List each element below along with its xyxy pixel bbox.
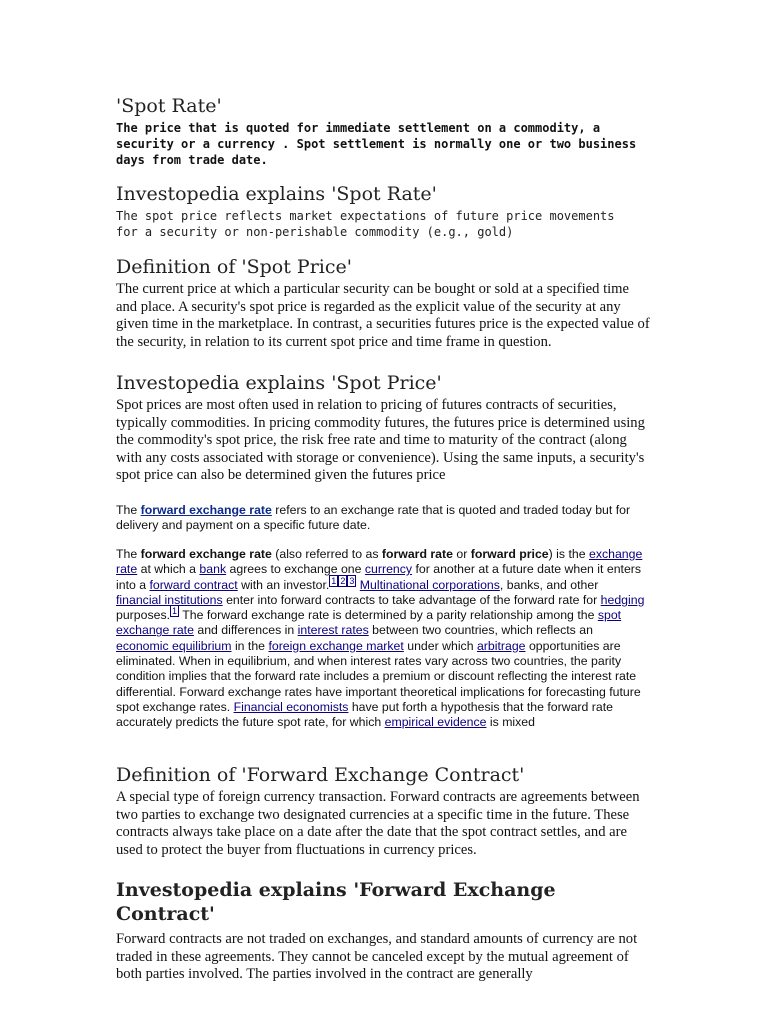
forward-rate-intro [116, 503, 646, 534]
link-financial-institutions[interactable]: financial institutions [116, 592, 223, 607]
text-run: have put forth a hypothesis that the forward rate accurately predicts the future spot rate, for which [116, 699, 613, 730]
citation-1b[interactable]: 1 [172, 606, 178, 617]
link-empirical-evidence[interactable]: empirical evidence [384, 715, 487, 730]
intro-rest-text: refers to an exchange rate that is quoted and traded today but for delivery and payment on a specific future date. [116, 503, 631, 533]
link-economic-equilibrium[interactable]: economic equilibrium [116, 638, 232, 653]
link-arbitrage[interactable]: arbitrage [476, 638, 526, 653]
text-run: with an investor. [241, 577, 330, 592]
link-bank[interactable]: bank [199, 562, 227, 577]
link-spot-exchange-rate[interactable]: spot exchange rate [116, 608, 622, 638]
heading-spot-rate: 'Spot Rate' [116, 95, 222, 117]
text-run: opportunities are eliminated. When in equilibrium, and when interest rates vary across two countries, the parity condition implies that the forward rate includes a premium or discount reflecting the interest rate differential. Forward exchange rates have important theoretical implications for forecasting future spot exchange rates. [116, 638, 641, 714]
bold-term: forward price [470, 547, 549, 561]
forward-contract-explanation: Forward contracts are not traded on exchanges, and standard amounts of currency are not traded in these agreements. They cannot be canceled except by the mutual agreement of both parties involved. The parties involved in the contract are generally [116, 931, 638, 983]
heading-investopedia-spot-rate: Investopedia explains 'Spot Rate' [116, 183, 437, 205]
heading-investopedia-spot-price: Investopedia explains 'Spot Price' [116, 372, 442, 394]
forward-rate-article [116, 547, 646, 731]
spot-price-explanation: Spot prices are most often used in relation to pricing of futures contracts of securities, typically commodities. In pricing commodity futures, the futures price is determined using the commodity's spot price, the risk free rate and time to maturity of the contract (along with any costs associated with storage or convenience). Using the same inputs, a security's spot price can also be determined given the futures price [116, 397, 645, 484]
citation-group [170, 605, 179, 617]
text-run: ) is the [548, 547, 586, 561]
link-financial-economists[interactable]: Financial economists [233, 699, 349, 714]
link-multinational-corporations[interactable]: Multinational corporations [359, 577, 500, 592]
text-run: or [456, 547, 468, 561]
bold-term: forward exchange rate [140, 547, 272, 561]
link-forward-exchange-rate[interactable]: forward exchange rate [140, 503, 272, 517]
citation-group [329, 575, 356, 587]
text-run: under which [407, 638, 474, 653]
forward-contract-definition: A special type of foreign currency transaction. Forward contracts are agreements between two parties to exchange two designated currencies at a specific time in the future. These contracts always take place on a date after the date that the spot contract settles, and are used to protect the buyer from fluctuations in currency prices. [116, 789, 640, 858]
text-run: (also referred to as [275, 547, 379, 561]
link-hedging[interactable]: hedging [600, 592, 645, 607]
text-run: for another at a future date when it enters into a [116, 562, 642, 592]
citation-2[interactable]: 2 [340, 575, 346, 586]
text-run: is mixed [489, 715, 535, 730]
text-run: at which a [140, 562, 196, 577]
spot-price-definition: The current price at which a particular security can be bought or sold at a specified time and place. A security's spot price is regarded as the explicit value of the security at any given time in the marketplace. In contrast, a securities futures price is the expected value of the security, in relation to its current spot price and time frame in question. [116, 281, 650, 350]
link-currency[interactable]: currency [364, 562, 413, 577]
citation-1[interactable]: 1 [331, 575, 337, 586]
text-run: The [116, 547, 138, 561]
link-exchange-rate[interactable]: exchange rate [116, 547, 643, 577]
text-run: enter into forward contracts to take advantage of the forward rate for [226, 592, 598, 607]
text-run: and differences in [197, 623, 295, 638]
heading-investopedia-forward-exchange-contract: Investopedia explains 'Forward Exchange Contract' [116, 879, 556, 925]
text-run: , banks, and other [499, 577, 599, 592]
heading-definition-spot-price: Definition of 'Spot Price' [116, 256, 352, 278]
link-forward-contract[interactable]: forward contract [149, 577, 238, 592]
intro-lead-text: The [116, 503, 138, 517]
spot-rate-explanation: The spot price reflects market expectations of future price movements for a security or non-perishable commodity (e.g., gold) [116, 209, 615, 239]
text-run: between two countries, which reflects an [372, 623, 593, 638]
text-run: The forward exchange rate is determined by a parity relationship among the [182, 608, 595, 623]
bold-term: forward rate [381, 547, 453, 561]
heading-definition-forward-exchange-contract: Definition of 'Forward Exchange Contract' [116, 764, 525, 786]
text-run: in the [234, 638, 266, 653]
text-run: agrees to exchange one [229, 562, 362, 577]
spot-rate-definition: The price that is quoted for immediate settlement on a commodity, a security or a currency . Spot settlement is normally one or two business days from trade date. [116, 121, 637, 167]
text-run: purposes. [116, 608, 171, 623]
link-interest-rates[interactable]: interest rates [297, 623, 369, 638]
citation-3[interactable]: 3 [349, 575, 355, 586]
link-foreign-exchange-market[interactable]: foreign exchange market [268, 638, 404, 653]
